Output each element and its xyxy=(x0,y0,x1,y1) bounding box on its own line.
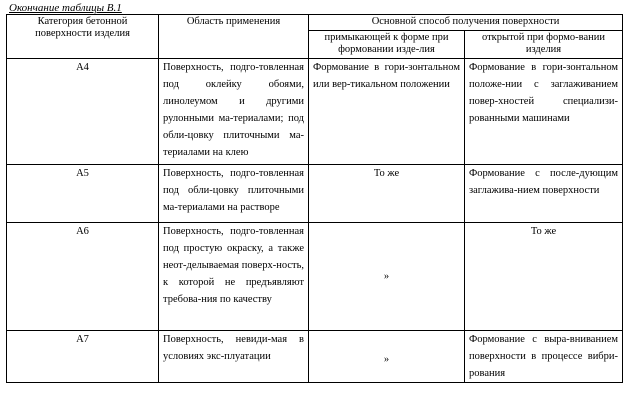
header-application: Область применения xyxy=(159,15,309,59)
adjoining-cell: » xyxy=(309,223,465,331)
adjoining-cell: » xyxy=(309,331,465,383)
adjoining-cell: Формование в гори-зонтальном или вер-тикальном положении xyxy=(309,59,465,165)
application-cell: Поверхность, подго-товленная под обли-цовку плиточными ма-териалами на растворе xyxy=(159,165,309,223)
table-row xyxy=(7,331,623,383)
table-caption: Окончание таблицы В.1 xyxy=(9,2,122,14)
header-method: Основной способ получения поверхности xyxy=(309,15,623,31)
application-cell: Поверхность, подго-товленная под оклейку обоями, линолеумом и другими рулонными ма-териалами; под обли-цовку плиточными ма-териалами на клею xyxy=(159,59,309,165)
adjoining-cell: То же xyxy=(309,165,465,223)
header-open: открытой при формо-вании изделия xyxy=(465,31,623,59)
header-category: Категория бетонной поверхности изделия xyxy=(7,15,159,59)
category-cell: А7 xyxy=(7,331,159,383)
application-cell: Поверхность, подго-товленная под простую окраску, а также неот-делываемая поверх-ность, к которой не предъявляют требова-ния по качеству xyxy=(159,223,309,331)
table-row xyxy=(7,59,623,165)
application-cell: Поверхность, невиди-мая в условиях экс-плуатации xyxy=(159,331,309,383)
table-row xyxy=(7,223,623,331)
header-row-1 xyxy=(7,15,623,31)
table-row xyxy=(7,165,623,223)
open-cell: Формование с выра-вниванием поверхности в процессе вибри-рования xyxy=(465,331,623,383)
category-cell: А4 xyxy=(7,59,159,165)
open-cell: Формование с после-дующим заглажива-нием поверхности xyxy=(465,165,623,223)
open-cell: То же xyxy=(465,223,623,331)
surface-category-table xyxy=(6,14,623,383)
category-cell: А5 xyxy=(7,165,159,223)
header-adjoining: примыкающей к форме при формовании изде-лия xyxy=(309,31,465,59)
open-cell: Формование в гори-зонтальном положе-нии с заглаживанием повер-хностей специализи-рованными машинами xyxy=(465,59,623,165)
category-cell: А6 xyxy=(7,223,159,331)
